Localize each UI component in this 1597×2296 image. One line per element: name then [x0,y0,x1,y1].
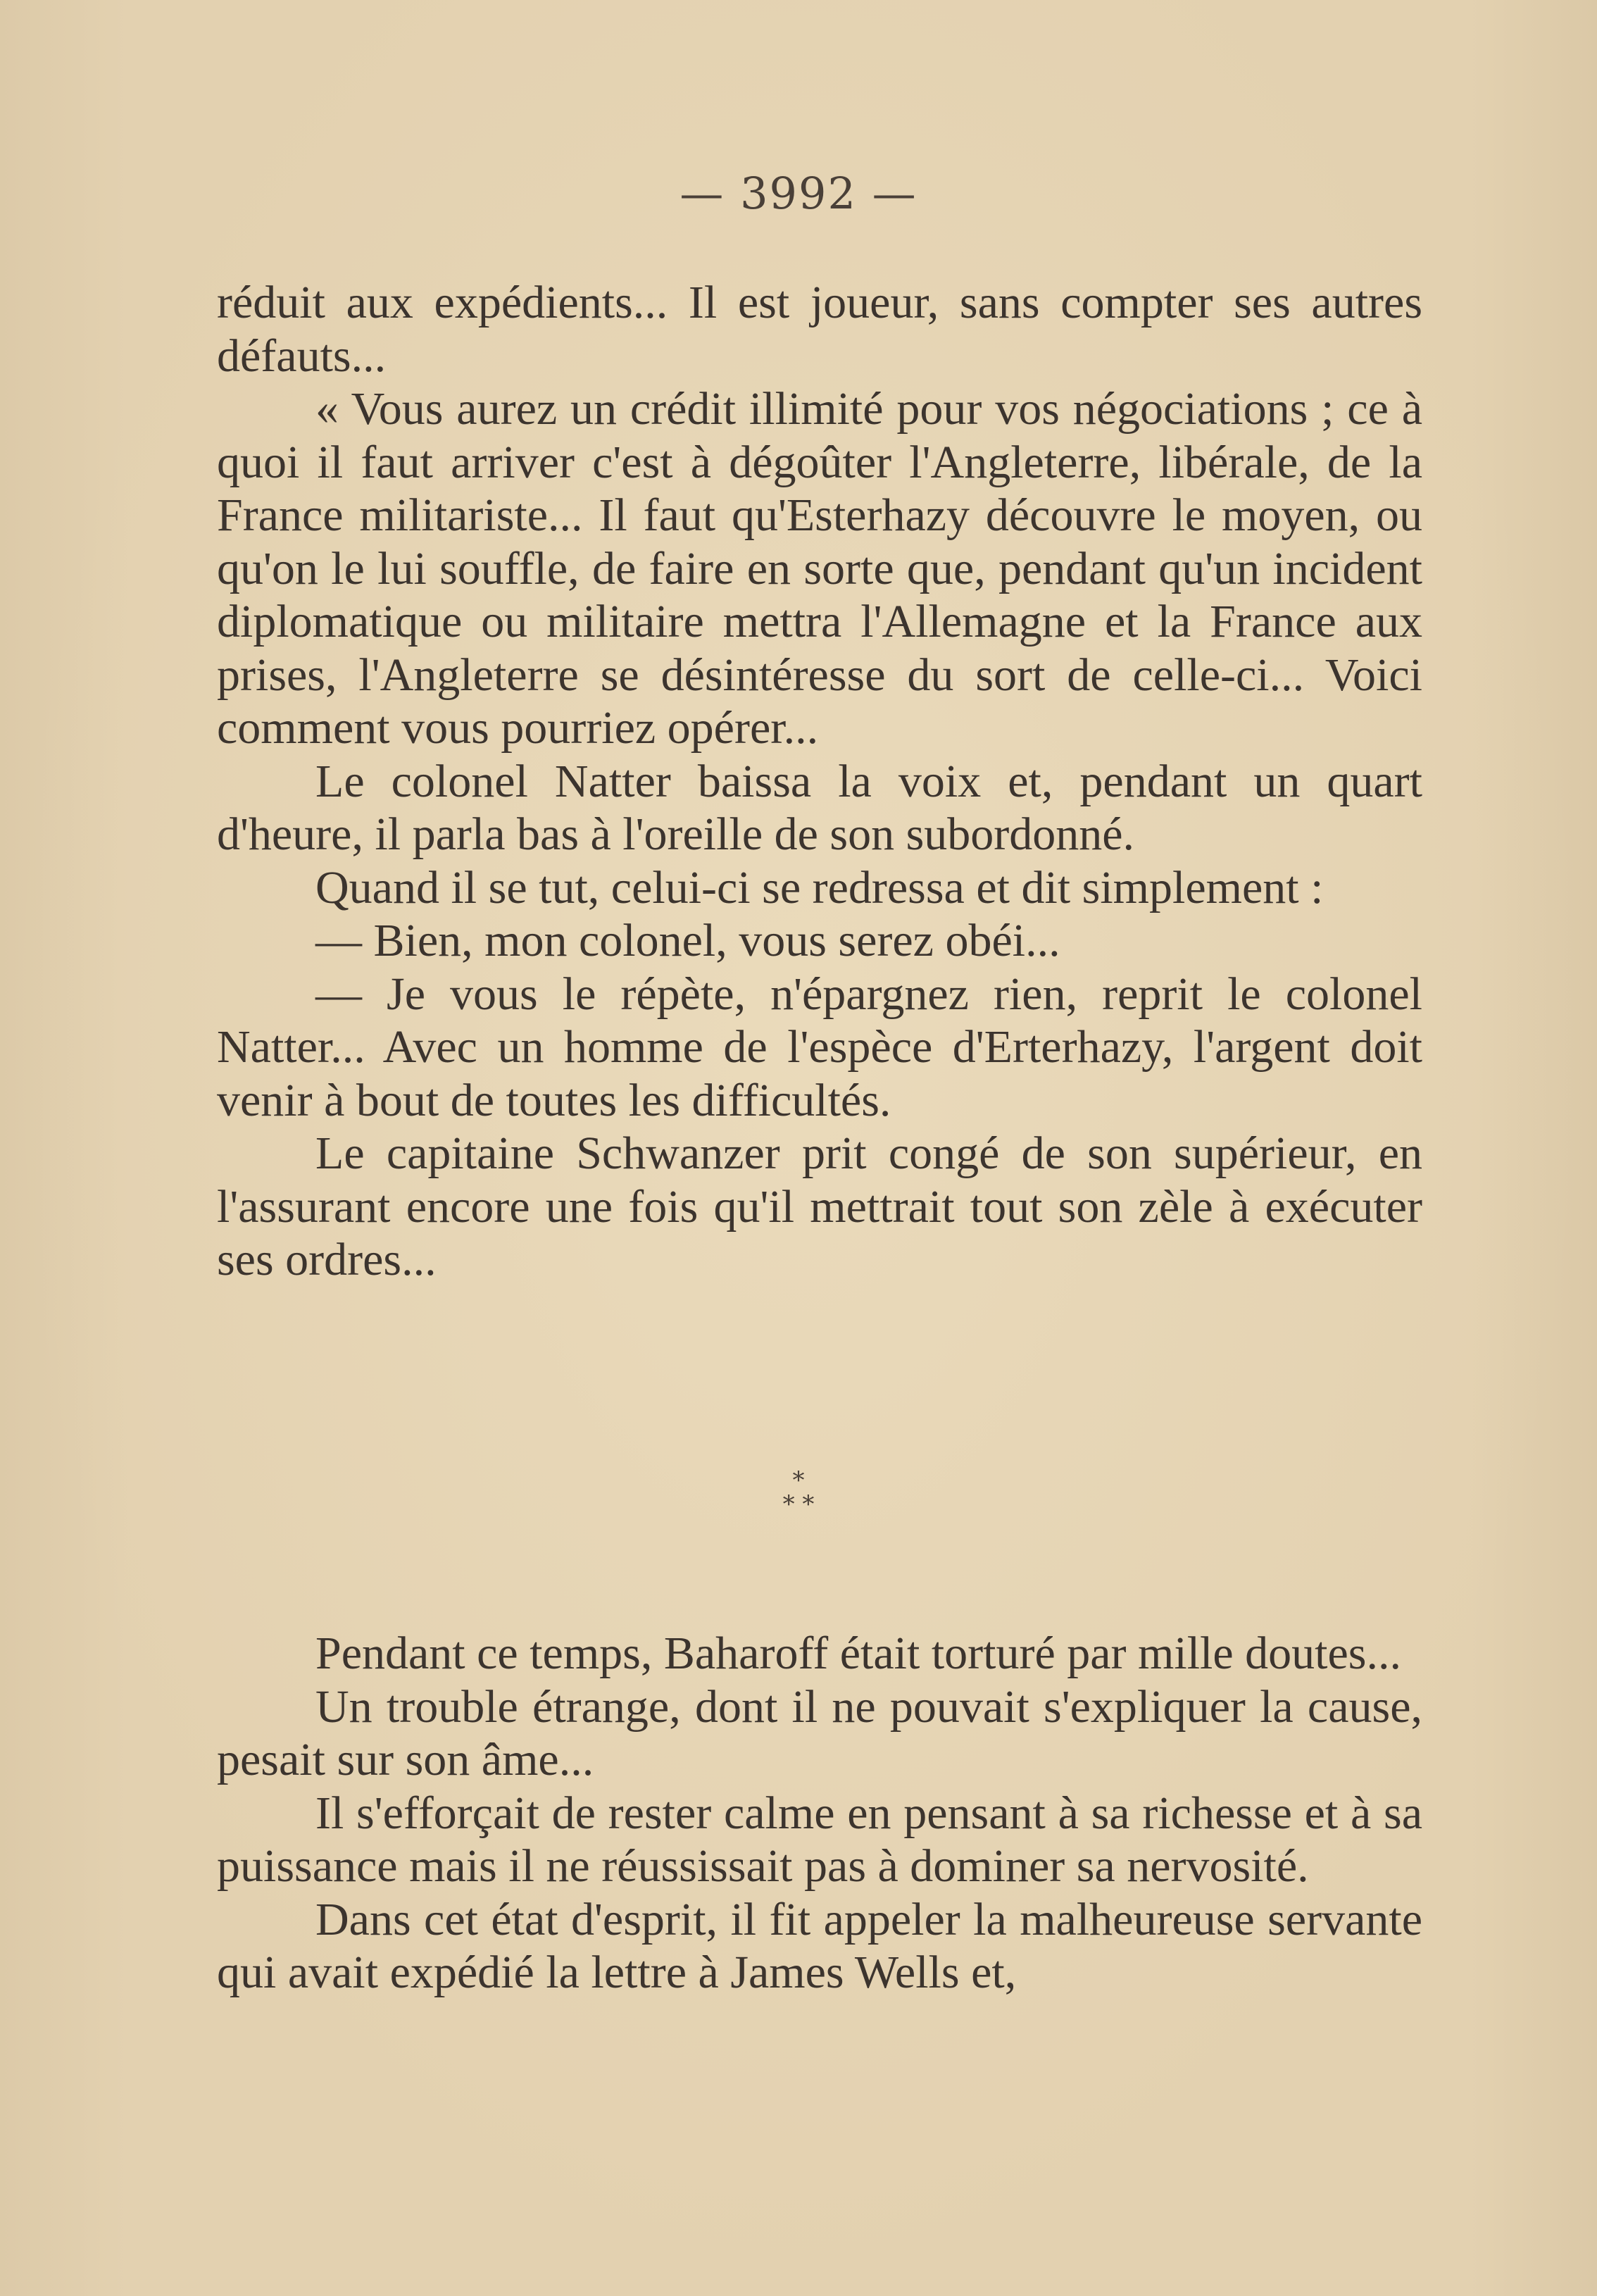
body-text-bottom [217,1627,1422,1999]
section-separator [0,1468,1597,1516]
paragraph: Un trouble étrange, dont il ne pouvait s'expliquer la cause, pesait sur son âme... [217,1680,1422,1785]
paragraph: Pendant ce temps, Baharoff était torturé par mille doutes... [315,1628,1401,1679]
paragraph: — Bien, mon colonel, vous serez obéi... [315,915,1060,966]
asterism-bottom: * * [782,1490,815,1518]
page-number: — 3992 — [679,168,918,219]
paragraph: — Je vous le répète, n'épargnez rien, reprit le colonel Natter... Avec un homme de l'espèce d'Erterhazy, l'argent doit venir à bout de toutes les difficultés. [217,968,1422,1126]
paragraph: Dans cet état d'esprit, il fit appeler la malheureuse servante qui avait expédié la lettre à James Wells et, [217,1893,1422,1998]
paragraph: Le colonel Natter baissa la voix et, pendant un quart d'heure, il parla bas à l'oreille de son subordonné. [217,755,1422,860]
paragraph: Il s'efforçait de rester calme en pensant à sa richesse et à sa puissance mais il ne réussissait pas à dominer sa nervosité. [217,1787,1422,1892]
paragraph: réduit aux expédients... Il est joueur, sans compter ses autres défauts... [217,277,1422,382]
asterism-top: * [792,1466,805,1495]
paragraph: Le capitaine Schwanzer prit congé de son supérieur, en l'assurant encore une fois qu'il mettrait tout son zèle à exécuter ses ordres... [217,1128,1422,1285]
paragraph: « Vous aurez un crédit illimité pour vos négociations ; ce à quoi il faut arriver c'est à dégoûter l'Angleterre, libérale, de la France militariste... Il faut qu'Esterhazy découvre le moyen, ou qu'on le lui souffle, de faire en sorte que, pendant qu'un incident diplomatique ou militaire mettra l'Allemagne et la France aux prises, l'Angleterre se désintéresse du sort de celle-ci... Voici comment vous pourriez opérer... [217,383,1422,754]
paragraph: Quand il se tut, celui-ci se redressa et dit simplement : [315,861,1324,913]
body-text-top [217,276,1422,1287]
